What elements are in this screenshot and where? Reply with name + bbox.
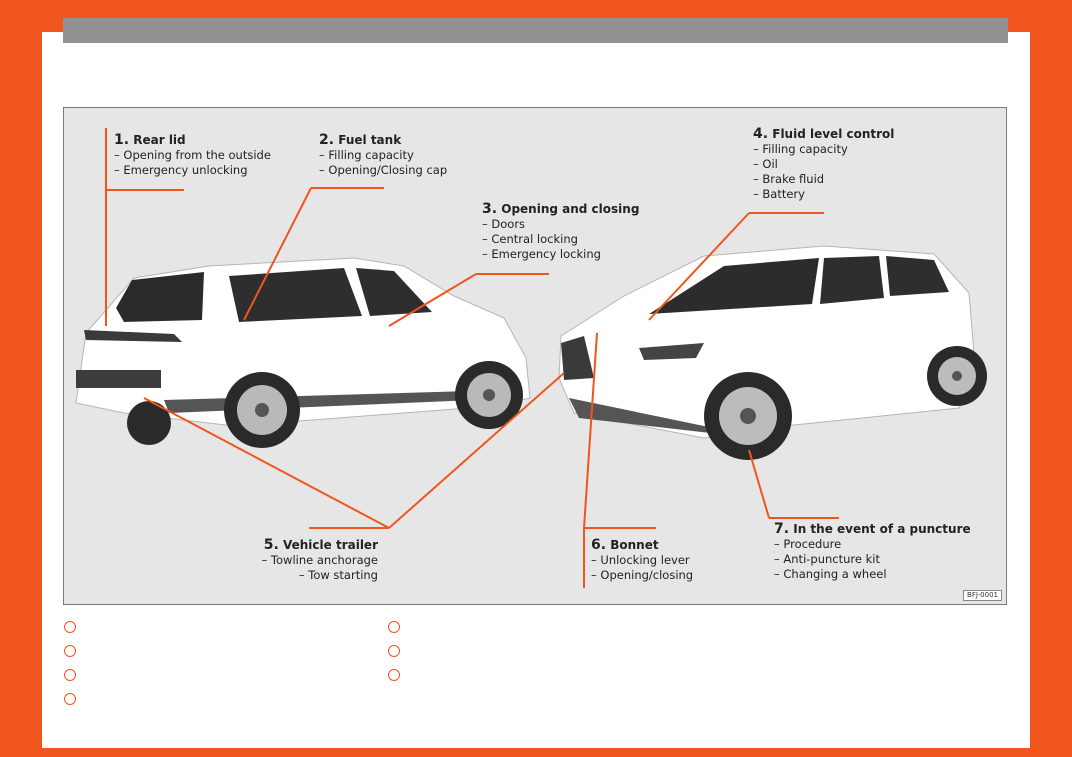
callout-item: – Central locking	[482, 232, 578, 246]
callout-item: – Opening from the outside	[114, 148, 271, 162]
callout-item: – Anti-puncture kit	[774, 552, 880, 566]
callout-item: – Opening/closing	[591, 568, 694, 582]
figure-code: BFJ-0001	[963, 590, 1002, 601]
callout-marker-1	[64, 621, 76, 633]
vehicle-overview-figure	[63, 107, 1007, 605]
rear-vehicle-image	[76, 258, 530, 448]
callout-fuel-tank: 2. Fuel tank – Filling capacity – Opening/Closing cap	[319, 132, 448, 177]
callout-item: – Filling capacity	[319, 148, 414, 162]
callout-marker-7	[388, 669, 400, 681]
callout-bonnet: 6. Bonnet – Unlocking lever – Opening/closing	[591, 537, 694, 582]
front-vehicle-image	[559, 246, 987, 460]
callout-opening-closing: 3. Opening and closing – Doors – Central locking – Emergency locking	[482, 201, 640, 261]
callout-item: – Emergency unlocking	[114, 163, 248, 177]
callout-marker-6	[388, 645, 400, 657]
callout-item: – Filling capacity	[753, 142, 848, 156]
callout-item: – Changing a wheel	[774, 567, 887, 581]
callout-item: – Opening/Closing cap	[319, 163, 448, 177]
callout-item: – Brake fluid	[753, 172, 825, 186]
callout-marker-4	[64, 693, 76, 705]
header-bar	[63, 18, 1008, 43]
callout-item: – Towline anchorage	[261, 553, 378, 567]
callout-item: – Battery	[753, 187, 805, 201]
callout-item: – Tow starting	[298, 568, 378, 582]
callout-item: – Unlocking lever	[591, 553, 690, 567]
callout-item: – Doors	[482, 217, 526, 231]
callout-fluid-level-control: 4. Fluid level control – Filling capacity – Oil – Brake fluid – Battery	[753, 126, 895, 201]
callout-marker-5	[388, 621, 400, 633]
callout-marker-2	[64, 645, 76, 657]
callout-vehicle-trailer: 5. Vehicle trailer – Towline anchorage – Tow starting	[261, 537, 378, 582]
callout-puncture: 7. In the event of a puncture – Procedure – Anti-puncture kit – Changing a wheel	[774, 521, 971, 581]
callout-item: – Emergency locking	[482, 247, 601, 261]
callout-item: – Procedure	[774, 537, 842, 551]
callout-rear-lid: 1. Rear lid – Opening from the outside – Emergency unlocking	[114, 132, 271, 177]
callout-marker-3	[64, 669, 76, 681]
callout-item: – Oil	[753, 157, 778, 171]
